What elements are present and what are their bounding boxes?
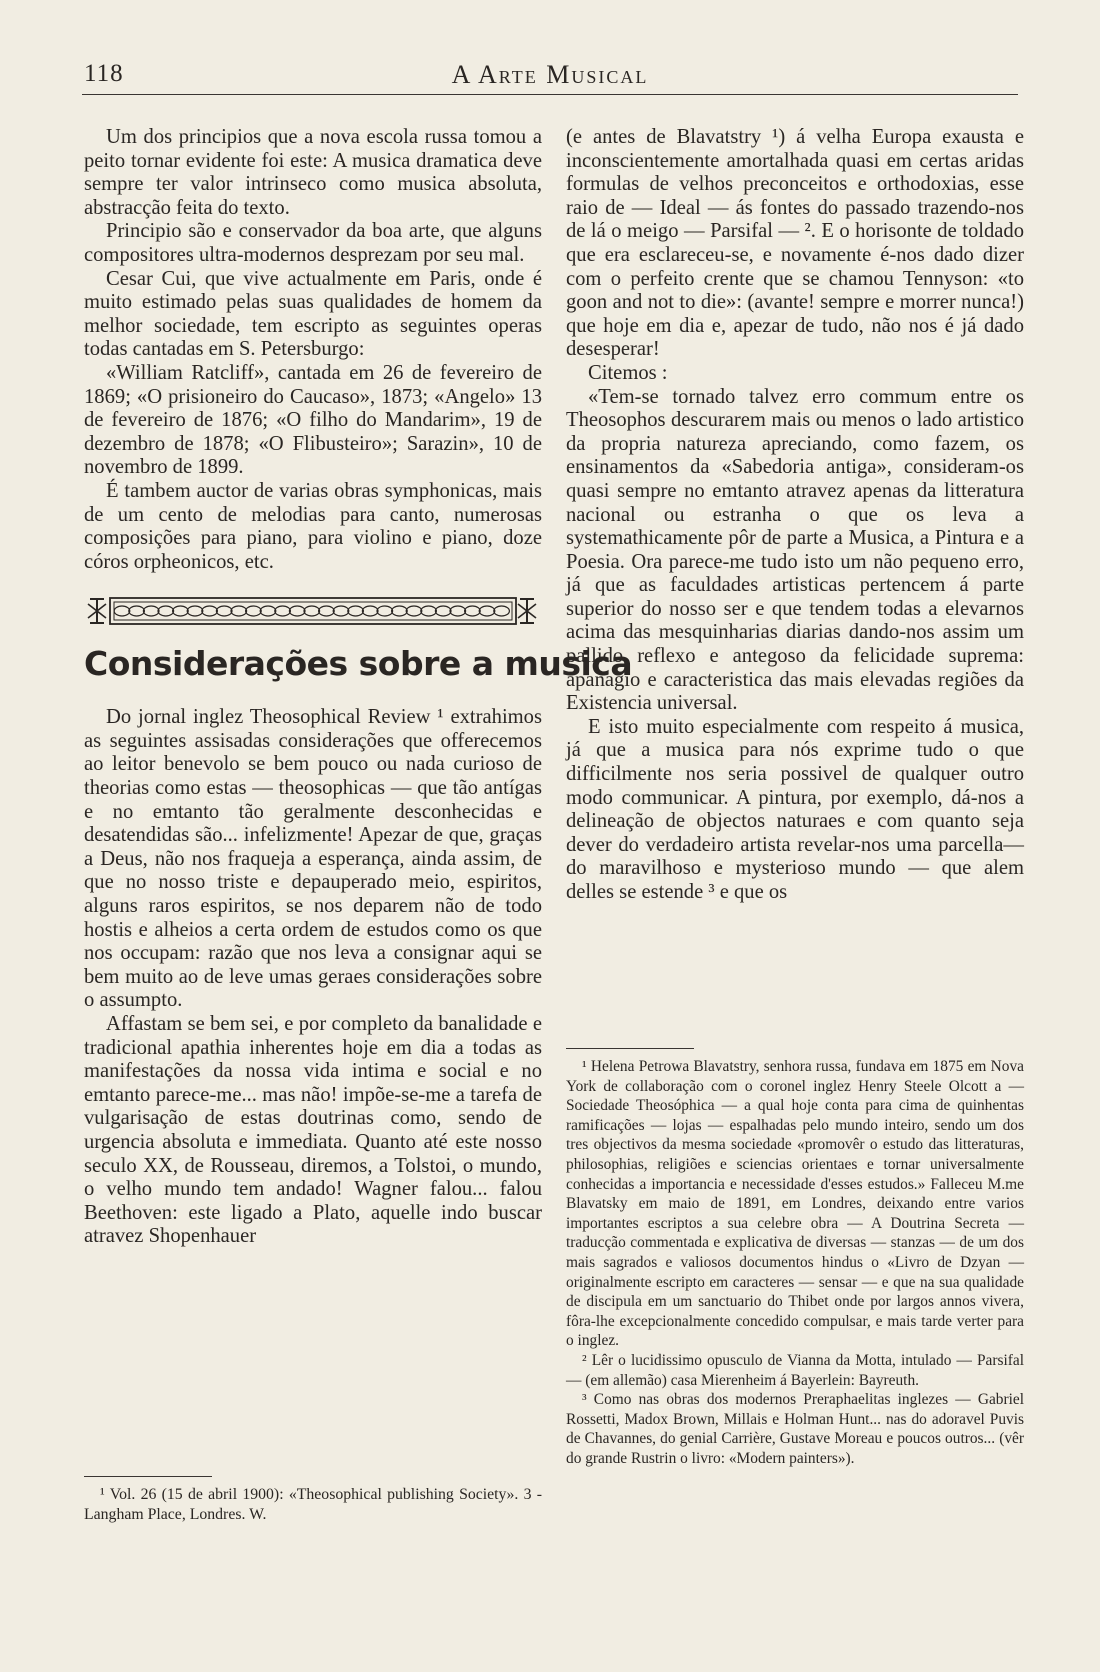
page-number: 118 — [84, 60, 124, 87]
footnote-rule — [566, 1048, 694, 1049]
ornamental-divider — [84, 596, 542, 626]
paragraph: «William Ratcliff», cantada em 26 de fevereiro de 1869; «O prisioneiro do Caucaso», 1873; «Angelo» 13 de fevereiro de 1876; «O filho do Mandarim», 19 de dezembro de 1878; «O Flibusteiro»; Sarazin», 10 de novembro de 1899. — [84, 361, 542, 479]
paragraph: E isto muito especialmente com respeito á musica, já que a musica para nós exprime tudo o que difficilmente nos seria possivel de qualquer outro modo communicar. A pintura, por exemplo, dá-nos a delineação de objectos naturaes e com quanto seja dever do verdadeiro artista revelar-nos uma parcella—do maravilhoso e mysterioso mundo — que alem delles se estende ³ e que os — [566, 715, 1024, 903]
paragraph: (e antes de Blavatstry ¹) á velha Europa exausta e inconscientemente amortalhada quasi em certas aridas formulas de velhos preconceitos e orthodoxias, esse raio de — Ideal — ás fontes do passado trazendo-nos de lá o meigo — Parsifal — ². E o horisonte de toldado que era esclareceu-se, e novamente é-nos dado dizer com o perfeito crente que se chamou Tennyson: «to goon and not to die»: (avante! sempre e morrer nunca!) que hoje em dia e, apezar de tudo, não nos é já dado desesperar! — [566, 126, 1024, 361]
paragraph: Cesar Cui, que vive actualmente em Paris, onde é muito estimado pelas suas qualidades de homem da melhor sociedade, tem escripto as seguintes operas todas cantadas em S. Petersburgo: — [84, 267, 542, 361]
paragraph: Citemos : — [588, 361, 668, 384]
right-column — [566, 126, 1024, 905]
paragraph: Principio são e conservador da boa arte, que alguns compositores ultra-modernos desprezam por seu mal. — [84, 220, 542, 266]
journal-title: A Arte Musical — [451, 60, 649, 89]
footnote: ¹ Vol. 26 (15 de abril 1900): «Theosophical publishing Society». 3 - Langham Place, Londres. W. — [84, 1486, 542, 1523]
footnote: ¹ Helena Petrowa Blavatstry, senhora russa, fundava em 1875 em Nova York de collaboração com o coronel inglez Henry Steele Olcott a — Sociedade Theosóphica — a qual hoje conta para cima de quinhentas ramificações — lojas — espalhadas pelo mundo inteiro, sendo um dos tres objectivos da mesma sociedade «promovêr o estudo das litteraturas, philosophias, religiões e sciencias orientaes e tornar universalmente conhecidas a importancia e necessidade d'esses estudos.» Falleceu M.me Blavatsky em maio de 1891, em Londres, deixando entre varios importantes escriptos a sua celebre obra — A Doutrina Secreta — traducção commentada e explicativa de diversas — stanzas — de um dos mais sagrados e valiosos documentos hindus o «Livro de Dzyan — originalmente escripto em caracteres — sensar — e que na sua qualidade de discipula em um sanctuario do Thibet onde por largos annos vivera, fôra-lhe excepcionalmente concedido compulsar, e mais tarde verter para o inglez. — [566, 1058, 1024, 1350]
paragraph: Um dos principios que a nova escola russa tomou a peito tornar evidente foi este: A musica dramatica deve sempre ter valor intrinseco como musica absoluta, abstracção feita do texto. — [84, 126, 542, 219]
footnotes-left — [84, 1476, 542, 1525]
footnotes-right — [566, 1048, 1024, 1468]
footnote: ² Lêr o lucidissimo opusculo de Vianna da Motta, intulado — Parsifal — (em allemão) casa Mierenheim á Bayerlein: Bayreuth. — [566, 1351, 1024, 1389]
footnote: ³ Como nas obras dos modernos Preraphaelitas inglezes — Gabriel Rossetti, Madox Brown, Millais e Holman Hunt... nas do adoravel Puvis de Chavannes, do genial Carrière, Gustave Moreau e poucos outros... (vêr do grande Rustrin o livro: «Modern painters»). — [566, 1391, 1024, 1467]
ornament-icon — [84, 596, 542, 626]
page-header — [82, 58, 1018, 95]
paragraph: É tambem auctor de varias obras symphonicas, mais de um cento de melodias para canto, numerosas composições para piano, para violino e piano, doze córos orpheonicos, etc. — [84, 479, 542, 573]
paragraph: «Tem-se tornado talvez erro commum entre os Theosophos descurarem mais ou menos o lado artistico da propria natureza apreciando, como fazem, os ensinamentos da «Sabedoria antiga», consideram-os quasi sempre no emtanto atravez apenas da litteratura nacional ou estranha o que os leva a systemathicamente pôr de parte a Musica, a Pintura e a Poesia. Ora parece-me tudo isto um não pequeno erro, já que as faculdades artisticas pertencem á parte superior do nosso ser e que tendem todas a elevarnos acima das mesquinharias diarias dando-nos assim um pallido reflexo e antegoso da felicidade suprema: apanagio e caracteristica das mais elevadas regiões da Existencia universal. — [566, 385, 1024, 715]
paragraph: Affastam se bem sei, e por completo da banalidade e tradicional apathia inherentes hoje em dia a todas as manifestações da nossa vida intima e social e no emtanto parece-me... mas não! impõe-se-me a tarefa de vulgarisação de estas doutrinas como, sendo de urgencia absoluta e immediata. Quanto até este nosso seculo XX, de Rousseau, diremos, a Tolstoi, o mundo, o velho mundo tem andado! Wagner falou... falou Beethoven: este ligado a Plato, aquelle indo buscar atravez Shopenhauer — [84, 1013, 542, 1248]
section-title: Considerações sobre a musica — [84, 644, 633, 684]
footnote-rule — [84, 1476, 212, 1477]
paragraph: Do jornal inglez Theosophical Review ¹ extrahimos as seguintes assisadas considerações que offerecemos ao leitor benevolo se bem pouco ou nada curioso de theorias como estas — theosophicas — que tão antígas e no emtanto tão geralmente desconhecidas e desatendidas são... infelizmente! Apezar de que, graças a Deus, não nos fraqueja a esperança, ainda assim, de que no nosso triste e depauperado meio, espiritos, alguns raros espiritos, se nos deparem não de todo hostis e alheios a certa ordem de estudos como os que nos occupam: razão que nos leva a consignar aqui se bem muito ao de leve umas geraes considerações sobre o assumpto. — [84, 706, 542, 1012]
